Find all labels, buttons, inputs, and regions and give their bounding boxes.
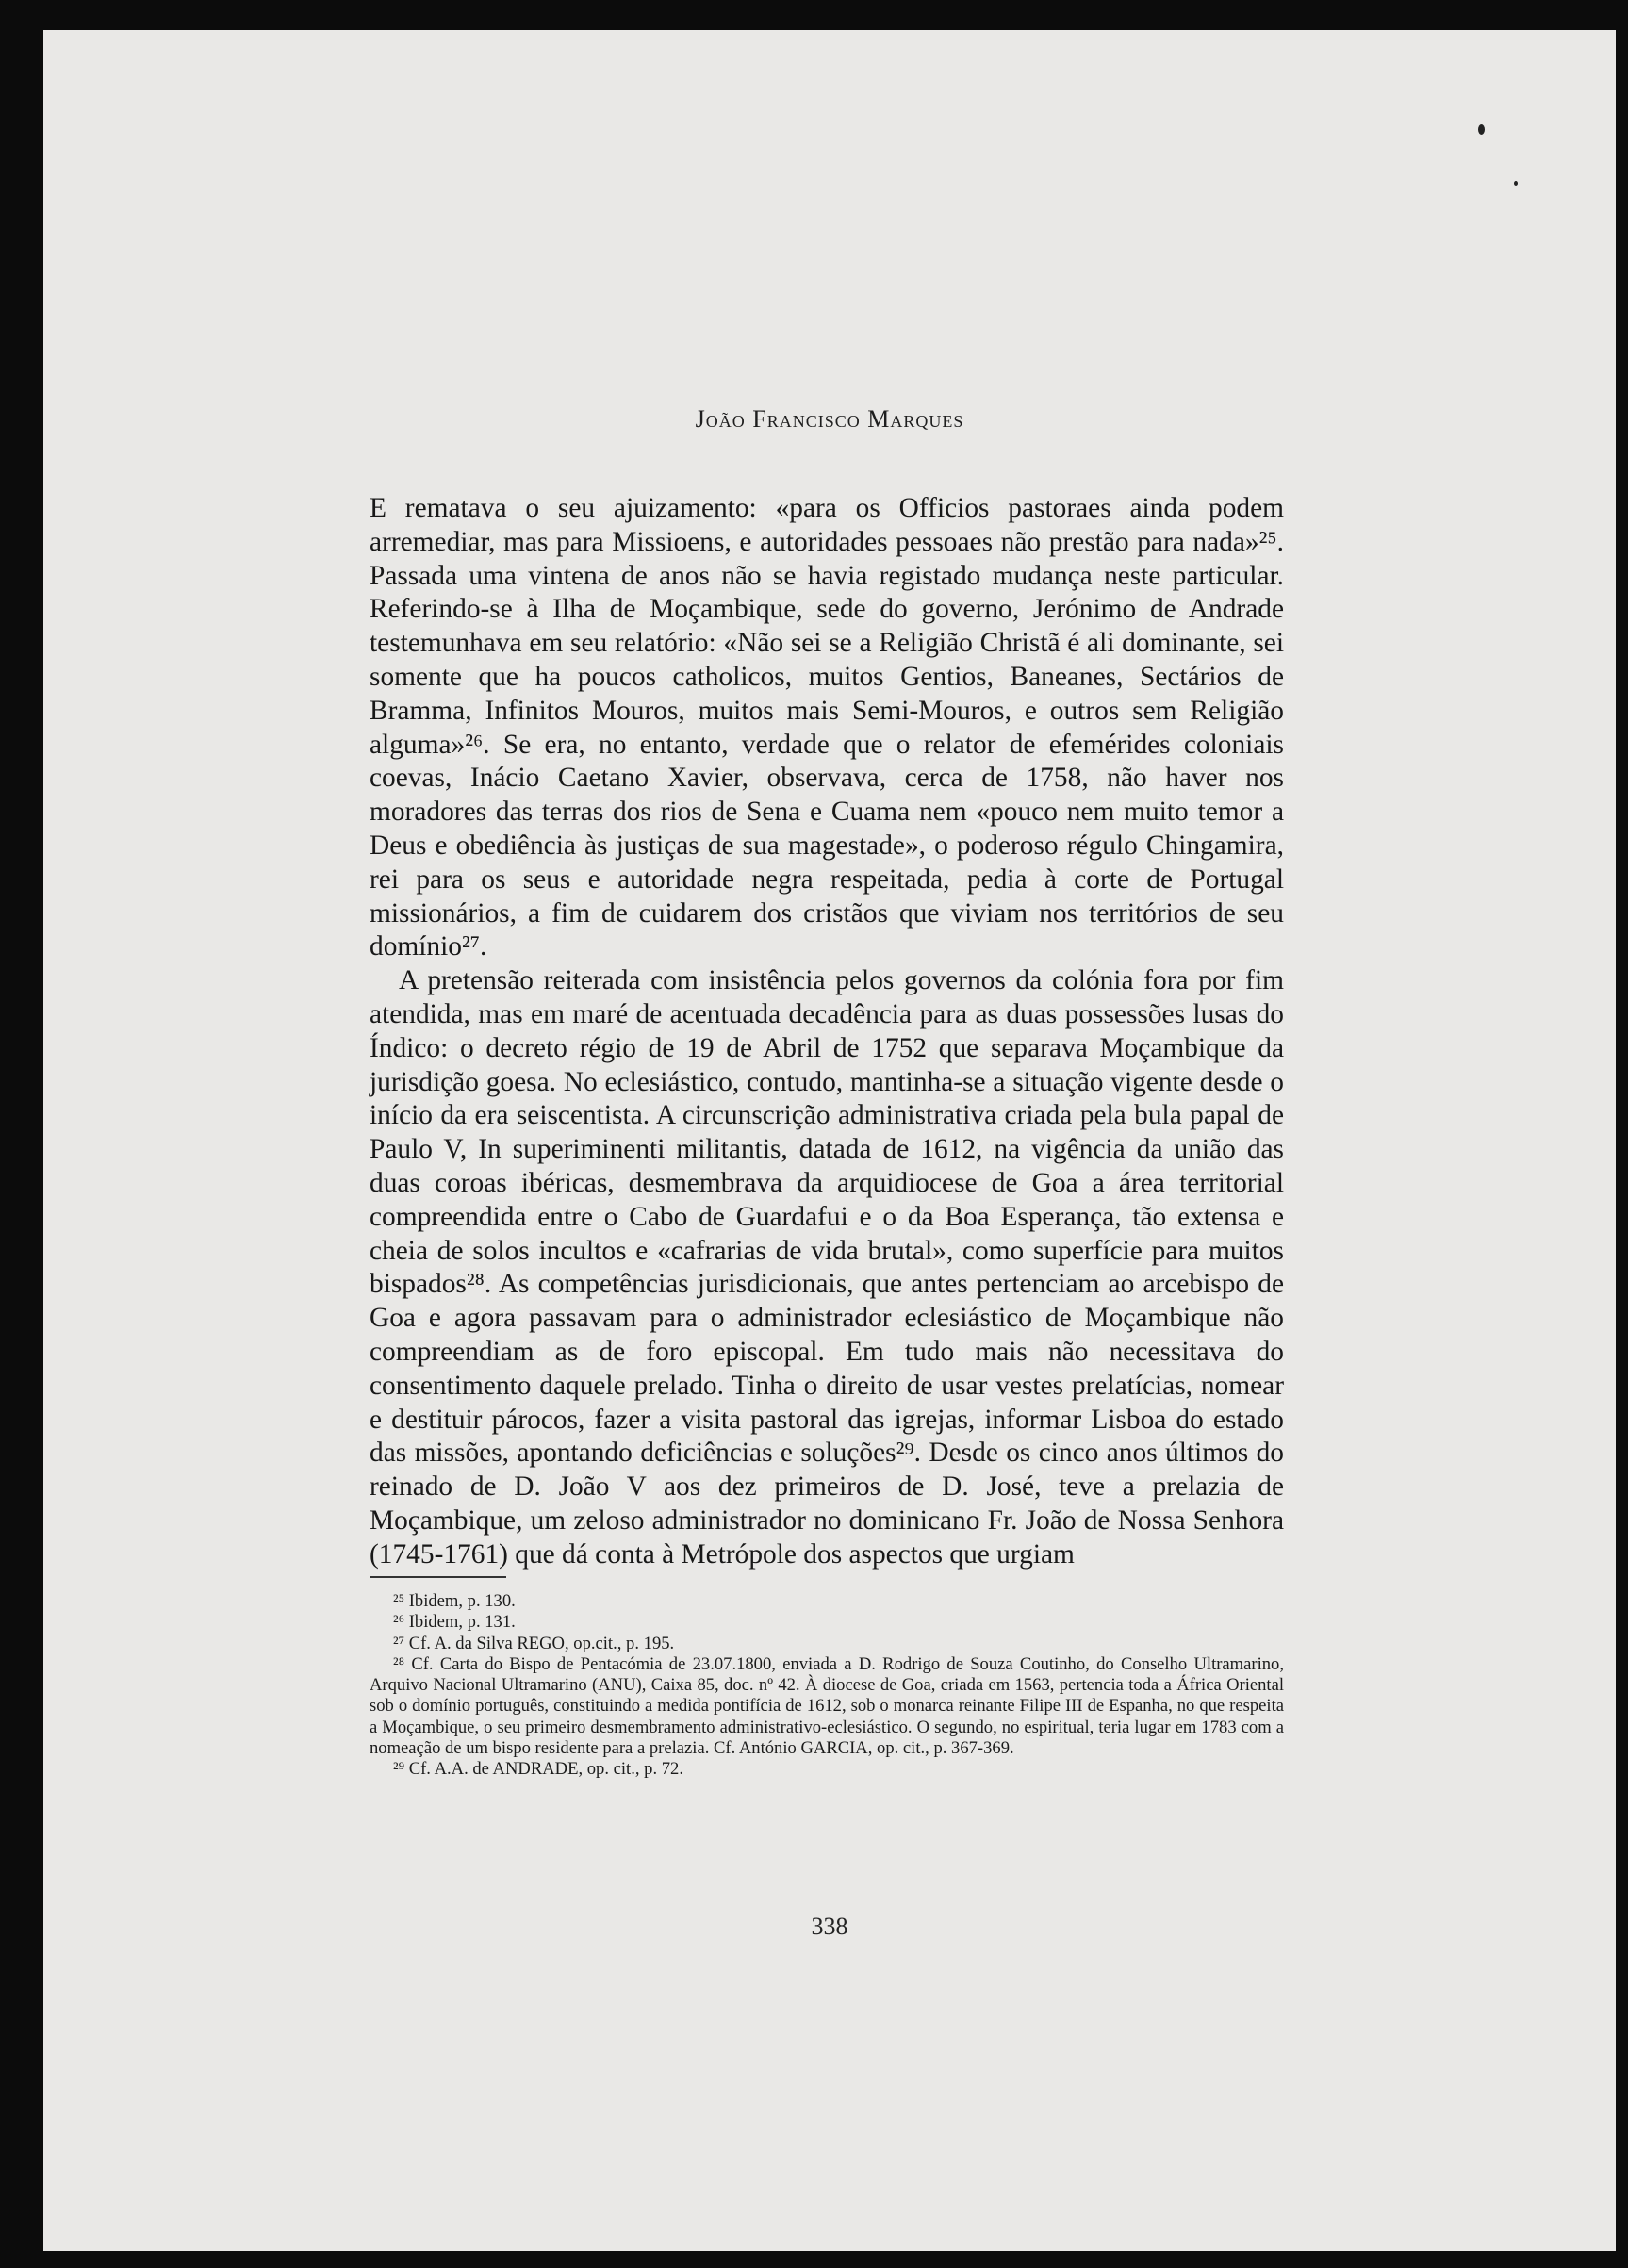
footnote-28: ²⁸ Cf. Carta do Bispo de Pentacómia de 23.07.1800, enviada a D. Rodrigo de Souza Coutinho, do Conselho Ultramarino, Arquivo Nacional Ultramarino (ANU), Caixa 85, doc. nº 42. À diocese de Goa, criada em 1563, pertencia toda a África Oriental sob o domínio português, constituindo a medida pontifícia de 1612, sob o monarca reinante Filipe III de Espanha, no que respeita a Moçambique, o seu primeiro desmembramento administrativo-eclesiástico. O segundo, no espiritual, teria lugar em 1783 com a nomeação de um bispo residente para a prelazia. Cf. António GARCIA, op. cit., p. 367-369. (370, 1653, 1284, 1759)
footnotes (370, 1591, 1284, 1781)
paragraph-1: E rematava o seu ajuizamento: «para os Officios pastoraes ainda podem arremediar, mas para Missioens, e autoridades pessoaes não prestão para nada»²⁵. Passada uma vintena de anos não se havia registado mudança neste particular. Referindo-se à Ilha de Moçambique, sede do governo, Jerónimo de Andrade testemunhava em seu relatório: «Não sei se a Religião Christã é ali dominante, sei somente que ha poucos catholicos, muitos Gentios, Baneanes, Sectários de Bramma, Infinitos Mouros, muitos mais Semi-Mouros, e outros sem Religião alguma»²⁶. Se era, no entanto, verdade que o relator de efemérides coloniais coevas, Inácio Caetano Xavier, observava, cerca de 1758, não haver nos moradores das terras dos rios de Sena e Cuama nem «pouco nem muito temor a Deus e obediência às justiças de sua magestade», o poderoso régulo Chingamira, rei para os seus e autoridade negra respeitada, pedia à corte de Portugal missionários, a fim de cuidarem dos cristãos que viviam nos territórios de seu domínio²⁷. (370, 493, 1284, 962)
running-head: João Francisco Marques (695, 405, 964, 433)
footnote-25: ²⁵ Ibidem, p. 130. (393, 1591, 516, 1611)
footnote-29: ²⁹ Cf. A.A. de ANDRADE, op. cit., p. 72. (393, 1759, 683, 1780)
paragraph-2: A pretensão reiterada com insistência pelos governos da colónia fora por fim atendida, mas em maré de acentuada decadência para as duas possessões lusas do Índico: o decreto régio de 19 de Abril de 1752 que separava Moçambique da jurisdição goesa. No eclesiástico, contudo, mantinha-se a situação vigente desde o início da era seiscentista. A circunscrição administrativa criada pela bula papal de Paulo V, In superiminenti militantis, datada de 1612, na vigência da união das duas coroas ibéricas, desmembrava da arquidiocese de Goa a área territorial compreendida entre o Cabo de Guardafui e o da Boa Esperança, tão extensa e cheia de solos incultos e «cafrarias de vida brutal», como superfície para muitos bispados²⁸. As competências jurisdicionais, que antes pertenciam ao arcebispo de Goa e agora passavam para o administrador eclesiástico de Moçambique não compreendiam as de foro episcopal. Em tudo mais não necessitava do consentimento daquele prelado. Tinha o direito de usar vestes prelatícias, nomear e destituir párocos, fazer a visita pastoral das igrejas, informar Lisboa do estado das missões, apontando deficiências e soluções²⁹. Desde os cinco anos últimos do reinado de D. João V aos dez primeiros de D. José, teve a prelazia de Moçambique, um zeloso administrador no dominicano Fr. João de Nossa Senhora (1745-1761) que dá conta à Metrópole dos aspectos que urgiam (370, 965, 1284, 1570)
scanned-page (43, 30, 1616, 2251)
footnote-26: ²⁶ Ibidem, p. 131. (393, 1612, 516, 1633)
main-text (370, 492, 1284, 1572)
footnote-27: ²⁷ Cf. A. da Silva REGO, op.cit., p. 195. (393, 1633, 675, 1653)
footnote-separator (370, 1576, 506, 1578)
scan-speck (1478, 124, 1485, 135)
scan-speck (1514, 181, 1518, 186)
page-number: 338 (811, 1913, 848, 1940)
